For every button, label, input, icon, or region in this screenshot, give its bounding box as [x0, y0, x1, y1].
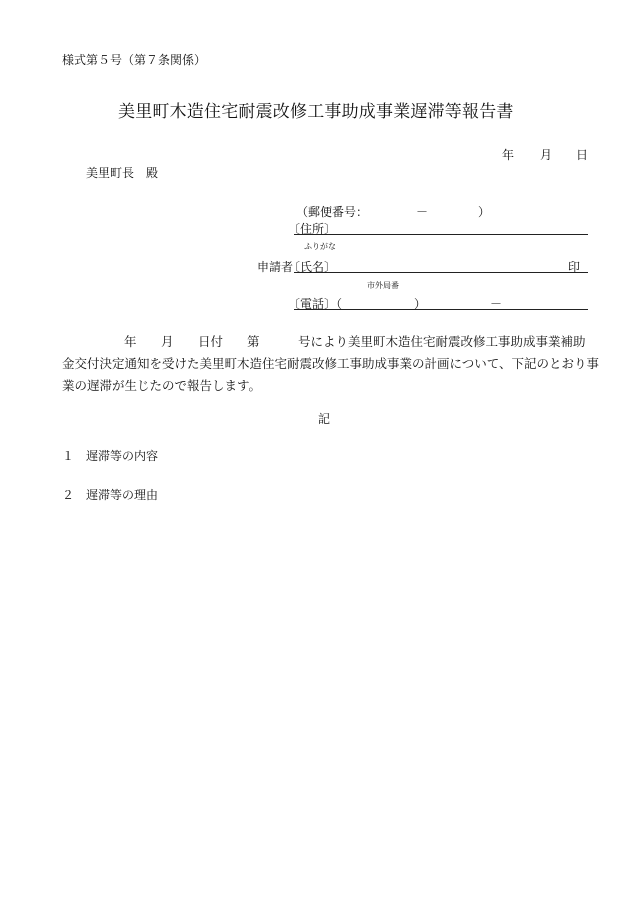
phone-line	[294, 309, 588, 310]
item-1-number: １	[62, 449, 75, 463]
form-number: 様式第５号（第７条関係）	[62, 53, 207, 67]
phone-close-paren: ）	[414, 297, 427, 311]
name-line	[294, 272, 588, 273]
ki-heading: 記	[318, 412, 331, 426]
applicant-label: 申請者	[257, 260, 294, 274]
address-label: 〔住所〕	[288, 222, 337, 236]
body-month: 月	[161, 334, 174, 349]
body-dai: 第	[247, 334, 260, 349]
body-line3: 業の遅滞が生じたので報告します。	[62, 378, 262, 393]
postal-code-dash: －	[416, 205, 429, 219]
furigana-label: ふりがな	[304, 242, 336, 251]
body-day: 日付	[198, 334, 224, 349]
postal-code-label: （郵便番号：	[296, 205, 369, 219]
address-line	[294, 234, 588, 235]
date-day-label: 日	[576, 148, 589, 162]
addressee: 美里町長 殿	[86, 166, 159, 180]
date-year-label: 年	[502, 148, 515, 162]
area-code-label: 市外局番	[367, 281, 399, 290]
item-2-label: 遅滞等の理由	[86, 488, 159, 502]
document-title: 美里町木造住宅耐震改修工事助成事業遅滞等報告書	[118, 102, 514, 122]
body-year: 年	[124, 334, 137, 349]
seal-mark: 印	[568, 260, 581, 274]
date-month-label: 月	[540, 148, 553, 162]
body-line1-rest: 号により美里町木造住宅耐震改修工事助成事業補助	[298, 334, 586, 349]
item-1-label: 遅滞等の内容	[86, 449, 159, 463]
phone-label: 〔電話〕（	[288, 297, 343, 311]
postal-code-close: ）	[478, 205, 491, 219]
body-line2: 金交付決定通知を受けた美里町木造住宅耐震改修工事助成事業の計画について、下記のとおり事	[62, 356, 600, 371]
phone-dash: －	[490, 297, 503, 311]
name-label: 〔氏名〕	[288, 260, 337, 274]
item-2-number: ２	[62, 488, 75, 502]
